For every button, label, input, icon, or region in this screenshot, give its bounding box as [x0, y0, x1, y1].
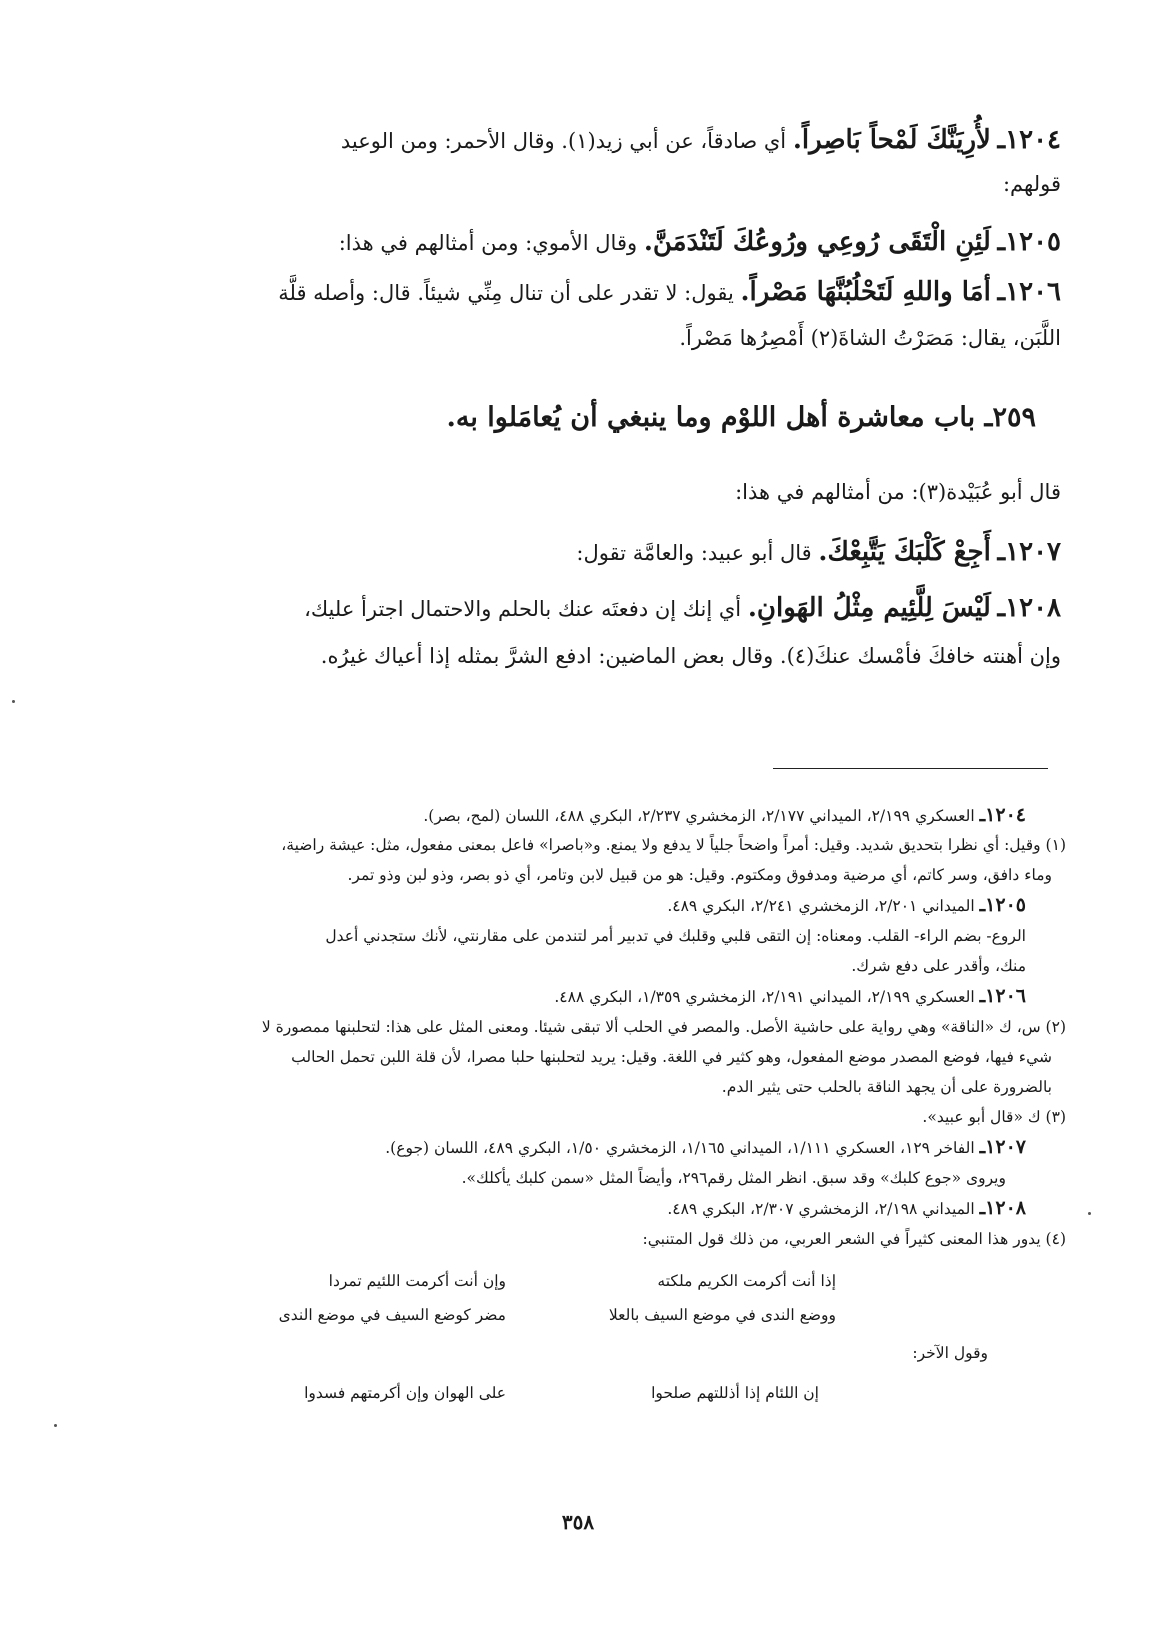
- proverb-1206-line: [91, 270, 1061, 316]
- ref-number: ١٢٠٤ـ: [979, 804, 1026, 826]
- ref-number: ١٢٠٥ـ: [979, 894, 1026, 916]
- ref-number: ١٢٠٦ـ: [979, 985, 1026, 1007]
- verse-1-right-hemistich: إذا أنت أكرمت الكريم ملكته: [657, 1272, 836, 1290]
- ref-number: ١٢٠٧ـ: [979, 1136, 1026, 1158]
- proverb-commentary: أي صادقاً، عن أبي زيد(١). وقال الأحمر: ومن الوعيد: [340, 129, 787, 153]
- ref-1206: [56, 981, 1066, 1012]
- footnote-2-line-2: شيء فيها، فوضع المصدر موضع المفعول، وهو كثير في اللغة. وقيل: يريد لتحلبنها حلبا مصرا، لأن قلة اللبن تحمل الحالب: [291, 1048, 1052, 1066]
- proverb-1207-line: [91, 530, 1061, 586]
- verse-2-right-hemistich: ووضع الندى في موضع السيف بالعلا: [608, 1306, 836, 1324]
- proverb-text: لَيْسَ لِلَّئِيم مِثْلُ الهَوانِ.: [747, 593, 991, 623]
- page-number: ٣٥٨: [561, 1510, 595, 1534]
- ref-1207: [56, 1132, 1066, 1163]
- footnote-2-line-1: (٢) س، ك «الناقة» وهي رواية على حاشية الأصل. والمصر في الحلب ألا تبقى شيئا. ومعنى المثل على هذا: لتحلبنها ممصورة لا: [261, 1018, 1066, 1036]
- ref-1208: [56, 1193, 1066, 1224]
- main-text-section-2: [91, 470, 1061, 678]
- proverb-1204-line: [91, 118, 1061, 162]
- note-1207: ويروى «جوع كلبك» وقد سبق. انظر المثل رقم٢٩٦، وأيضاً المثل «سمن كلبك يأكلك».: [461, 1169, 1006, 1187]
- proverb-number: ١٢٠٧ـ: [997, 537, 1061, 567]
- proverb-text: أمَا واللهِ لَتَحْلُبُنَّهَا مَصْراً.: [740, 277, 991, 307]
- footnote-2-line-3: بالضرورة على أن يجهد الناقة بالحلب حتى يثير الدم.: [721, 1078, 1052, 1096]
- footnote-4: (٤) يدور هذا المعنى كثيراً في الشعر العربي، من ذلك قول المتنبي:: [642, 1230, 1066, 1248]
- proverb-number: ١٢٠٦ـ: [997, 277, 1061, 307]
- proverb-1206-continuation: اللَّبَن، يقال: مَصَرْتُ الشاةَ(٢) أَمْصِرُها مَصْراً.: [679, 326, 1061, 350]
- proverb-1208-line: [91, 586, 1061, 634]
- main-text: [91, 118, 1061, 386]
- other-poet-label: وقول الآخر:: [912, 1344, 988, 1362]
- ref-sources: الميداني ٢/١٩٨، الزمخشري ٢/٣٠٧، البكري ٤٨٩.: [667, 1200, 975, 1218]
- proverb-commentary: أي إنك إن دفعتَه عنك بالحلم والاحتمال اجترأ عليك،: [304, 597, 742, 621]
- proverb-1204-continuation: قولهم:: [1002, 172, 1061, 196]
- scan-speck: [12, 700, 15, 703]
- proverb-1208-continuation: وإن أهنته خافكَ فأمْسك عنكَ(٤). وقال بعض الماضين: ادفع الشرَّ بمثله إذا أعياك غيرُه.: [320, 644, 1061, 668]
- footnotes: [76, 800, 1026, 831]
- chapter-heading: ٢٥٩ـ باب معاشرة أهل اللوْم وما ينبغي أن يُعامَلوا به.: [446, 402, 1036, 433]
- proverb-1205-line: [91, 220, 1061, 270]
- verse-1-left-hemistich: وإن أنت أكرمت اللئيم تمردا: [328, 1272, 506, 1290]
- proverb-number: ١٢٠٨ـ: [997, 593, 1061, 623]
- proverb-text: لأُرِيَنَّكَ لَمْحاً بَاصِراً.: [792, 125, 991, 155]
- ref-sources: العسكري ٢/١٩٩، الميداني ٢/١٩١، الزمخشري ١/٣٥٩، البكري ٤٨٨.: [554, 988, 975, 1006]
- proverb-commentary: وقال الأموي: ومن أمثالهم في هذا:: [338, 231, 638, 255]
- ref-sources: الفاخر ١٢٩، العسكري ١/١١١، الميداني ١/١٦٥، الزمخشري ١/٥٠، البكري ٤٨٩، اللسان (جوع).: [385, 1139, 975, 1157]
- ref-sources: الميداني ٢/٢٠١، الزمخشري ٢/٢٤١، البكري ٤٨٩.: [667, 897, 975, 915]
- intro-line: قال أبو عُبَيْدة(٣): من أمثالهم في هذا:: [735, 480, 1061, 504]
- note-1205-line-1: الروع- بضم الراء- القلب. ومعناه: إن التقى قلبي وقلبك في تدبير أمر لتندمن على مقارنتي، لأنك ستجدني أعدل: [325, 927, 1026, 945]
- proverb-text: لَئِنِ الْتَقَى رُوعِي ورُوعُكَ لَتَنْدَمَنَّ.: [643, 227, 991, 257]
- footnotes-continued: [56, 830, 1066, 1254]
- footnote-3: (٣) ك «قال أبو عبيد».: [922, 1108, 1066, 1126]
- proverb-commentary: يقول: لا تقدر على أن تنال مِنِّي شيئاً. قال: وأصله قلَّة: [278, 281, 734, 305]
- footnote-1-line-2: وماء دافق، وسر كاتم، أي مرضية ومدفوق ومكتوم. وقيل: هو من قبيل لابن وتامر، أي ذو بصر، وذو لبن وذو تمر.: [347, 866, 1052, 884]
- footnote-1-line-1: (١) وقيل: أي نظرا بتحديق شديد. وقيل: أمراً واضحاً جلياً لا يدفع ولا يمنع. و«باصرا» فاعل بمعنى مفعول، مثل: عيشة راضية،: [281, 836, 1066, 854]
- ref-1204: [76, 800, 1026, 831]
- proverb-text: أَجِعْ كَلْبَكَ يَتَّبِعْكَ.: [818, 537, 991, 567]
- proverb-number: ١٢٠٤ـ: [997, 125, 1061, 155]
- verse-3-right-hemistich: إن اللئام إذا أذللتهم صلحوا: [651, 1384, 819, 1402]
- proverb-commentary: قال أبو عبيد: والعامَّة تقول:: [576, 541, 812, 565]
- scan-speck: [54, 1424, 57, 1427]
- proverb-number: ١٢٠٥ـ: [997, 227, 1061, 257]
- verse-3-left-hemistich: على الهوان وإن أكرمتهم فسدوا: [304, 1384, 506, 1402]
- ref-sources: العسكري ٢/١٩٩، الميداني ٢/١٧٧، الزمخشري ٢/٢٣٧، البكري ٤٨٨، اللسان (لمح، بصر).: [423, 807, 975, 825]
- scan-speck: [1088, 1212, 1091, 1215]
- footnote-separator: [773, 768, 1048, 769]
- ref-1205: [56, 890, 1066, 921]
- note-1205-line-2: منك، وأقدر على دفع شرك.: [851, 957, 1026, 975]
- ref-number: ١٢٠٨ـ: [979, 1197, 1026, 1219]
- verse-2-left-hemistich: مضر كوضع السيف في موضع الندى: [278, 1306, 506, 1324]
